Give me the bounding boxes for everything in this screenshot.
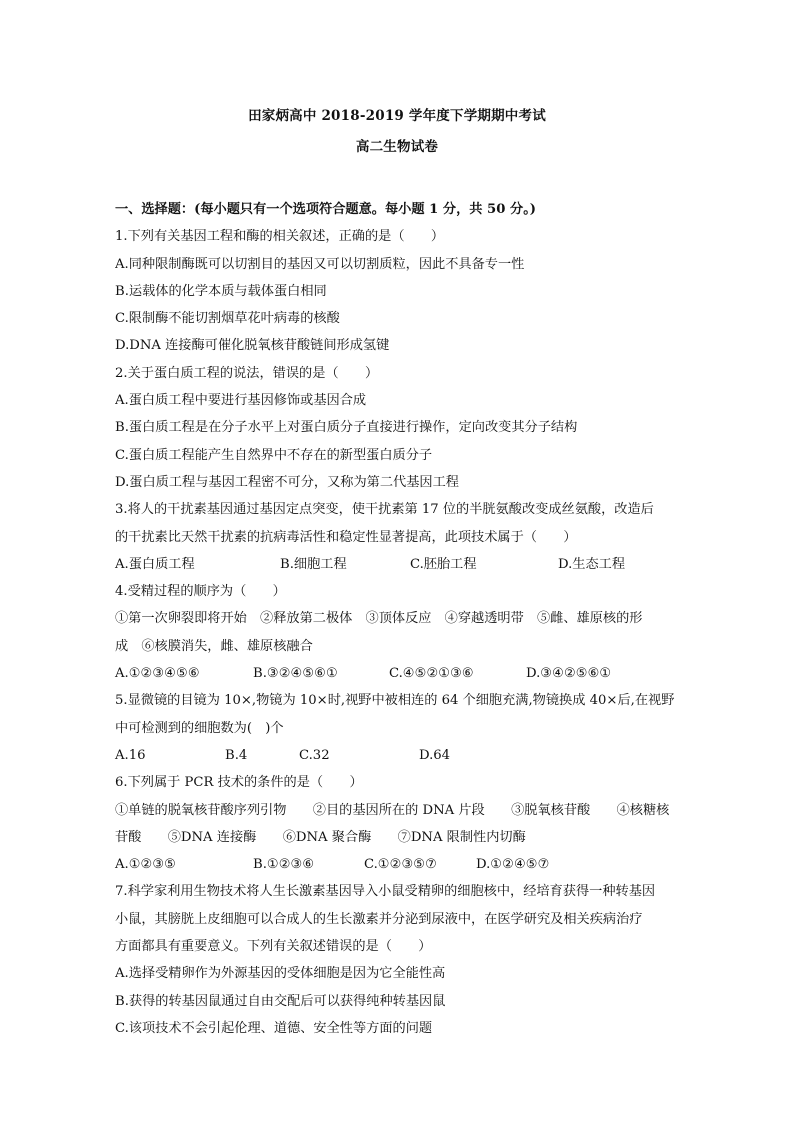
question-6-option-c: C.①②③⑤⑦ bbox=[364, 857, 437, 873]
question-2-stem: 2.关于蛋白质工程的说法，错误的是（ ） bbox=[115, 365, 379, 381]
question-5-options bbox=[115, 742, 685, 769]
question-5-stem-line-1: 5.显微镜的目镜为 10×,物镜为 10×时,视野中被相连的 64 个细胞充满,物镜换成 40×后,在视野 bbox=[115, 693, 675, 709]
question-1-option-b: B.运载体的化学本质与载体蛋白相同 bbox=[115, 283, 327, 299]
question-3-option-b: B.细胞工程 bbox=[280, 556, 347, 572]
question-1-option-d: D.DNA 连接酶可催化脱氧核苷酸链间形成氢键 bbox=[115, 338, 390, 354]
question-7-stem-line-2: 小鼠，其膀胱上皮细胞可以合成人的生长激素并分泌到尿液中，在医学研究及相关疾病治疗 bbox=[115, 911, 643, 927]
question-6-items-line-2: 苷酸 ⑤DNA 连接酶 ⑥DNA 聚合酶 ⑦DNA 限制性内切酶 bbox=[115, 829, 526, 845]
exam-content bbox=[115, 196, 685, 1042]
question-3-stem-line-2: 的干扰素比天然干扰素的抗病毒活性和稳定性显著提高，此项技术属于（ ） bbox=[115, 529, 577, 545]
question-6-items-line-1: ①单链的脱氧核苷酸序列引物 ②目的基因所在的 DNA 片段 ③脱氧核苷酸 ④核糖核 bbox=[115, 802, 670, 818]
question-5-option-d: D.64 bbox=[419, 747, 451, 763]
exam-title: 田家炳高中 2018-2019 学年度下学期期中考试 bbox=[248, 108, 546, 124]
question-6-stem: 6.下列属于 PCR 技术的条件的是（ ） bbox=[115, 775, 363, 791]
question-4-option-d: D.③④②⑤⑥① bbox=[526, 666, 612, 682]
question-6-option-a: A.①②③⑤ bbox=[115, 857, 177, 873]
question-3-option-a: A.蛋白质工程 bbox=[115, 556, 195, 572]
question-6-options bbox=[115, 851, 685, 878]
question-1-option-c: C.限制酶不能切割烟草花叶病毒的核酸 bbox=[115, 311, 340, 327]
question-1-option-a: A.同种限制酶既可以切割目的基因又可以切割质粒，因此不具备专一性 bbox=[115, 256, 525, 272]
question-4-items-line-2: 成 ⑥核膜消失，雌、雄原核融合 bbox=[115, 638, 313, 654]
question-3-option-c: C.胚胎工程 bbox=[410, 556, 477, 572]
question-4-stem: 4.受精过程的顺序为（ ） bbox=[115, 584, 286, 600]
question-4-option-b: B.③②④⑤⑥① bbox=[253, 666, 338, 682]
question-7-stem-line-1: 7.科学家利用生物技术将人生长激素基因导入小鼠受精卵的细胞核中，经培育获得一种转基因 bbox=[115, 884, 656, 900]
exam-subtitle: 高二生物试卷 bbox=[355, 139, 439, 155]
question-3-options bbox=[115, 551, 685, 578]
question-4-options bbox=[115, 660, 685, 687]
question-4-option-c: C.④⑤②①③⑥ bbox=[389, 666, 474, 682]
question-7-option-a: A.选择受精卵作为外源基因的受体细胞是因为它全能性高 bbox=[115, 966, 446, 982]
question-1-stem: 1.下列有关基因工程和酶的相关叙述，正确的是（ ） bbox=[115, 229, 445, 245]
question-5-option-b: B.4 bbox=[225, 747, 248, 763]
section-heading: 一、选择题：(每小题只有一个选项符合题意。每小题 1 分，共 50 分。) bbox=[115, 202, 537, 217]
question-2-option-b: B.蛋白质工程是在分子水平上对蛋白质分子直接进行操作，定向改变其分子结构 bbox=[115, 420, 578, 436]
question-3-stem-line-1: 3.将人的干扰素基因通过基因定点突变，使干扰素第 17 位的半胱氨酸改变成丝氨酸，改造后 bbox=[115, 502, 654, 518]
question-7-option-b: B.获得的转基因鼠通过自由交配后可以获得纯种转基因鼠 bbox=[115, 993, 446, 1009]
question-5-option-c: C.32 bbox=[299, 747, 330, 763]
question-2-option-a: A.蛋白质工程中要进行基因修饰或基因合成 bbox=[115, 393, 367, 409]
question-4-option-a: A.①②③④⑤⑥ bbox=[115, 666, 200, 682]
question-2-option-c: C.蛋白质工程能产生自然界中不存在的新型蛋白质分子 bbox=[115, 447, 433, 463]
question-7-stem-line-3: 方面都具有重要意义。下列有关叙述错误的是（ ） bbox=[115, 939, 432, 955]
question-5-option-a: A.16 bbox=[115, 747, 146, 763]
question-3-option-d: D.生态工程 bbox=[558, 556, 626, 572]
question-6-option-d: D.①②④⑤⑦ bbox=[476, 857, 550, 873]
question-5-stem-line-2: 中可检测到的细胞数为( )个 bbox=[115, 720, 284, 736]
question-6-option-b: B.①②③⑥ bbox=[253, 857, 315, 873]
question-7-option-c: C.该项技术不会引起伦理、道德、安全性等方面的问题 bbox=[115, 1020, 433, 1036]
question-4-items-line-1: ①第一次卵裂即将开始 ②释放第二极体 ③顶体反应 ④穿越透明带 ⑤雌、雄原核的形 bbox=[115, 611, 643, 627]
question-2-option-d: D.蛋白质工程与基因工程密不可分，又称为第二代基因工程 bbox=[115, 474, 459, 490]
